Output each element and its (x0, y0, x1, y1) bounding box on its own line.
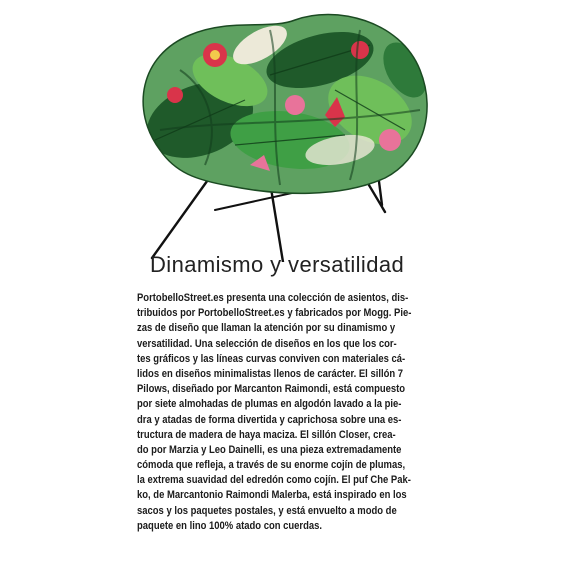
body-line: versatilidad. Una selección de diseños en los que los cor- (137, 337, 397, 350)
body-line: tribuidos por PortobelloStreet.es y fabricados por Mogg. Pie- (137, 307, 412, 320)
body-line: Pilows, diseñado por Marcanton Raimondi, está compuesto (137, 383, 406, 396)
article-headline: Dinamismo y versatilidad (150, 252, 405, 277)
body-line: ko, de Marcantonio Raimondi Malerba, está inspirado en los (137, 489, 407, 502)
article-body (137, 291, 434, 534)
body-line: PortobelloStreet.es presenta una colección de asientos, dis- (137, 292, 409, 304)
armchair-photo (120, 0, 440, 262)
body-line: lidos en diseños minimalistas llenos de carácter. El sillón 7 (137, 367, 404, 380)
body-line: zas de diseño que llaman la atención por su dinamismo y (137, 322, 396, 335)
body-line: tructura de madera de haya maciza. El sillón Closer, crea- (137, 428, 396, 441)
upholstery-pattern (120, 0, 440, 220)
body-line: la extrema suavidad del edredón como cojín. El puf Che Pak- (137, 474, 411, 487)
body-line: cómoda que refleja, a través de su enorme cojín de plumas, (137, 459, 406, 472)
body-line: paquete en lino 100% atado con cuerdas. (137, 519, 323, 532)
body-line: dra y atadas de forma divertida y caprichosa sobre una es- (137, 413, 402, 426)
body-line: tes gráficos y las líneas curvas conviven con materiales cá- (137, 352, 406, 365)
body-line: sacos y los paquetes postales, y está envuelto a modo de (137, 504, 397, 517)
body-line: por siete almohadas de plumas en algodón lavado a la pie- (137, 398, 402, 411)
body-line: do por Marzia y Leo Dainelli, es una pieza extremadamente (137, 443, 402, 456)
